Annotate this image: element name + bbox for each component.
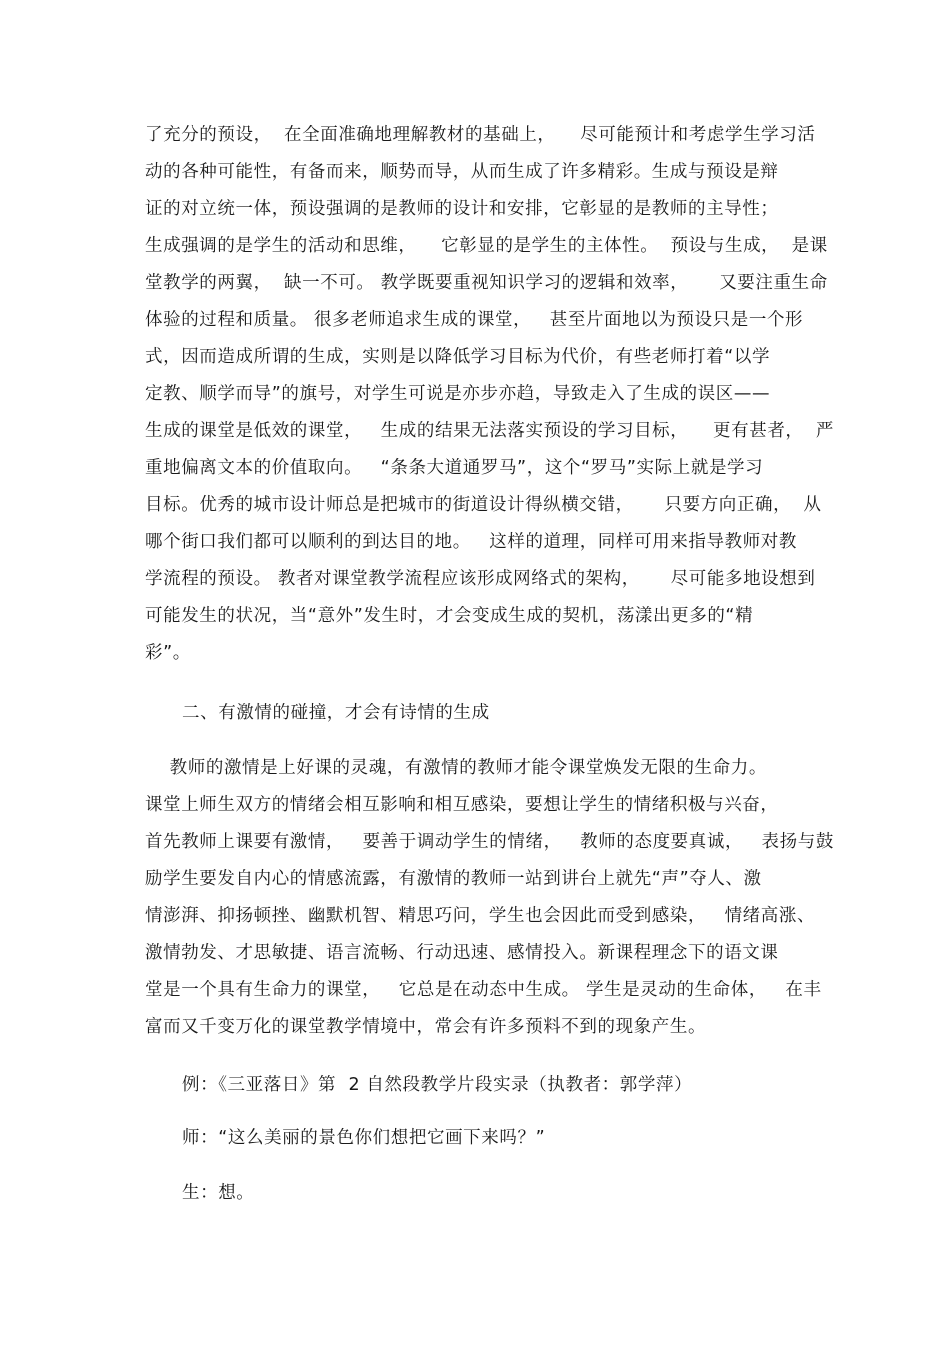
text-line: 重地偏离文本的价值取向。 “条条大道通罗马”，这个“罗马”实际上就是学习 bbox=[145, 458, 764, 478]
student-line: 生：想。 bbox=[182, 1183, 255, 1203]
text-line: 式，因而造成所谓的生成，实则是以降低学习目标为代价，有些老师打着“以学 bbox=[145, 347, 771, 367]
text-line: 堂教学的两翼， 缺一不可。 教学既要重视知识学习的逻辑和效率， 又要注重生命 bbox=[145, 273, 828, 293]
text-line: 情澎湃、抑扬顿挫、幽默机智、精思巧问，学生也会因此而受到感染， 情绪高涨、 bbox=[145, 906, 816, 926]
text-line: 教师的激情是上好课的灵魂，有激情的教师才能令课堂焕发无限的生命力。 bbox=[145, 758, 767, 778]
teacher-line: 师：“这么美丽的景色你们想把它画下来吗？” bbox=[182, 1128, 546, 1148]
text-line: 课堂上师生双方的情绪会相互影响和相互感染，要想让学生的情绪积极与兴奋， bbox=[145, 795, 779, 815]
text-line: 彩”。 bbox=[145, 643, 191, 663]
text-line: 目标。优秀的城市设计师总是把城市的街道设计得纵横交错， 只要方向正确， 从 bbox=[145, 495, 822, 515]
text-line: 证的对立统一体，预设强调的是教师的设计和安排，它彰显的是教师的主导性； bbox=[145, 199, 779, 219]
example-caption: 例：《三亚落日》第 2 自然段教学片段实录（执教者：郭学萍） bbox=[182, 1075, 693, 1095]
text-line: 哪个街口我们都可以顺利的到达目的地。 这样的道理，同样可用来指导教师对教 bbox=[145, 532, 797, 552]
text-line: 动的各种可能性，有备而来，顺势而导，从而生成了许多精彩。生成与预设是辩 bbox=[145, 162, 779, 182]
text-line: 励学生要发自内心的情感流露，有激情的教师一站到讲台上就先“声”夺人、激 bbox=[145, 869, 762, 889]
text-line: 学流程的预设。 教者对课堂教学流程应该形成网络式的架构， 尽可能多地设想到 bbox=[145, 569, 816, 589]
text-line: 激情勃发、才思敏捷、语言流畅、行动迅速、感情投入。新课程理念下的语文课 bbox=[145, 943, 779, 963]
text-line: 生成的课堂是低效的课堂， 生成的结果无法落实预设的学习目标， 更有甚者， 严 bbox=[145, 421, 834, 441]
text-line: 首先教师上课要有激情， 要善于调动学生的情绪， 教师的态度要真诚， 表扬与鼓 bbox=[145, 832, 834, 852]
section-heading: 二、有激情的碰撞，才会有诗情的生成 bbox=[182, 703, 490, 723]
text-line: 定教、顺学而导”的旗号，对学生可说是亦步亦趋，导致走入了生成的误区—— bbox=[145, 384, 771, 404]
text-line: 了充分的预设， 在全面准确地理解教材的基础上， 尽可能预计和考虑学生学习活 bbox=[145, 125, 816, 145]
text-line: 体验的过程和质量。 很多老师追求生成的课堂， 甚至片面地以为预设只是一个形 bbox=[145, 310, 804, 330]
text-line: 富而又千变万化的课堂教学情境中，常会有许多预料不到的现象产生。 bbox=[145, 1017, 707, 1037]
text-line: 可能发生的状况，当“意外”发生时，才会变成生成的契机，荡漾出更多的“精 bbox=[145, 606, 754, 626]
text-line: 生成强调的是学生的活动和思维， 它彰显的是学生的主体性。 预设与生成， 是课 bbox=[145, 236, 828, 256]
text-line: 堂是一个具有生命力的课堂， 它总是在动态中生成。 学生是灵动的生命体， 在丰 bbox=[145, 980, 822, 1000]
